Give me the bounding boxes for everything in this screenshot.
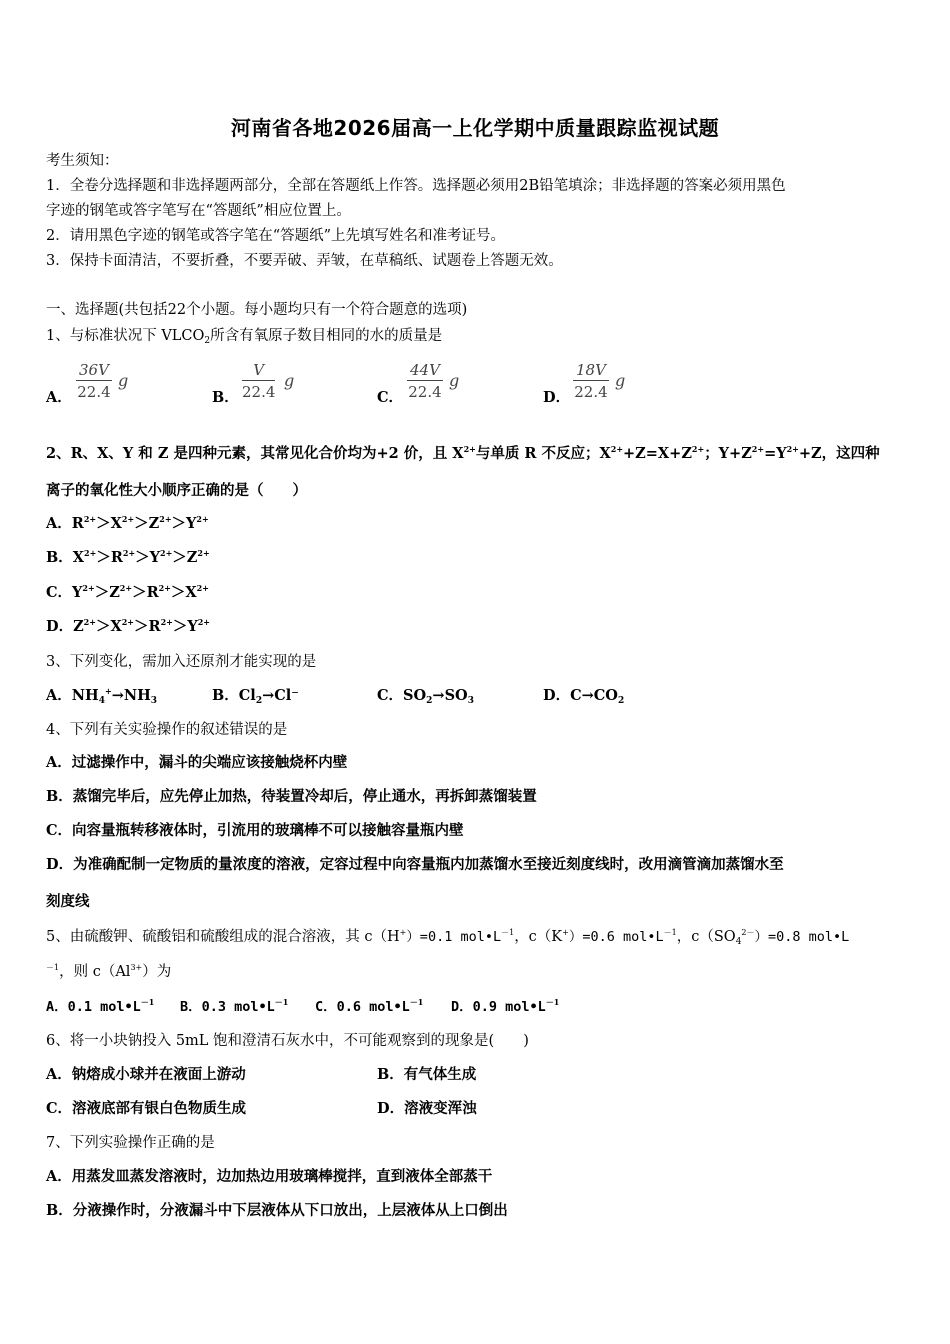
- option-c[interactable]: C．$SO_2\to SO_3$: [377, 687, 474, 706]
- question-1-stem: 1、与标准状况下 $VLCO_2$所含有氧原子数目相同的水的质量是: [46, 328, 443, 346]
- option-b[interactable]: B．分液操作时，分液漏斗中下层液体从下口放出，上层液体从上口倒出: [46, 1202, 508, 1219]
- notice-item-1b: 字迹的钢笔或答字笔写在“答题纸”相应位置上。: [46, 203, 351, 219]
- question-2-stem-line2: 离子的氧化性大小顺序正确的是（ ）: [46, 482, 307, 499]
- option-d[interactable]: D．$C\to CO_2$: [543, 687, 625, 706]
- option-c[interactable]: C．溶液底部有银白色物质生成: [46, 1100, 247, 1117]
- option-a[interactable]: A．$NH_4^+\to NH_3$: [46, 686, 158, 706]
- option-a[interactable]: A．0.1 $mol•L^{-1}$: [46, 997, 155, 1015]
- option-b[interactable]: B．$Cl_2\to Cl^-$: [212, 687, 299, 706]
- question-3-stem: 3、下列变化，需加入还原剂才能实现的是: [46, 654, 317, 670]
- notice-item-3: 3．保持卡面清洁，不要折叠，不要弄破、弄皱，在草稿纸、试题卷上答题无效。: [46, 253, 563, 269]
- option-c[interactable]: C．0.6 $mol•L^{-1}$: [315, 997, 424, 1015]
- section-heading: 一、选择题(共包括22个小题。每小题均只有一个符合题意的选项): [46, 302, 468, 318]
- question-7-stem: 7、下列实验操作正确的是: [46, 1135, 215, 1151]
- question-6-stem: 6、将一小块钠投入 5mL 饱和澄清石灰水中，不可能观察到的现象是( ): [46, 1033, 529, 1049]
- question-2-stem: 2、R、X、Y 和 Z 是四种元素，其常见化合价均为+2 价，且 $X^{2+}$与单质 R 不反应；$X^{2+}+Z=X+Z^{2+}$；$Y+Z^{2+}=Y^{2+}+Z$，这四种: [46, 444, 880, 462]
- notice-item-1a: 1．全卷分选择题和非选择题两部分，全部在答题纸上作答。选择题必须用2B铅笔填涂；非选择题的答案必须用黑色: [46, 178, 786, 194]
- question-5-stem: 5、由硫酸钾、硫酸铝和硫酸组成的混合溶液，其 c（H+）=0.1 $mol•L^{-1}$，c（K+）=0.6 $mol•L^{-1}$，$c(SO_4^{2-})=0.8$ mol•L: [46, 928, 850, 947]
- option-d[interactable]: D．为准确配制一定物质的量浓度的溶液，定容过程中向容量瓶内加蒸馏水至接近刻度线时，改用滴管滴加蒸馏水至: [46, 856, 784, 873]
- option-a[interactable]: A．过滤操作中，漏斗的尖端应该接触烧杯内壁: [46, 754, 348, 771]
- option-d[interactable]: D．$Z^{2+}>X^{2+}>R^{2+}>Y^{2+}$: [46, 617, 210, 635]
- option-c[interactable]: C．向容量瓶转移液体时，引流用的玻璃棒不可以接触容量瓶内壁: [46, 822, 464, 839]
- notice-heading: 考生须知：: [46, 153, 119, 169]
- option-d[interactable]: D．溶液变浑浊: [377, 1100, 477, 1117]
- option-a[interactable]: A．$R^{2+}>X^{2+}>Z^{2+}>Y^{2+}$: [46, 514, 209, 532]
- option-b[interactable]: B．蒸馏完毕后，应先停止加热，待装置冷却后，停止通水，再拆卸蒸馏装置: [46, 788, 537, 805]
- option-d[interactable]: D．0.9 $mol•L^{-1}$: [451, 997, 560, 1015]
- option-b[interactable]: B．0.3 $mol•L^{-1}$: [180, 997, 289, 1015]
- option-d-continued: 刻度线: [46, 893, 90, 910]
- option-b[interactable]: B．有气体生成: [377, 1066, 477, 1083]
- page-title: 河南省各地2026届高一上化学期中质量跟踪监视试题: [230, 116, 720, 140]
- option-a[interactable]: A．钠熔成小球并在液面上游动: [46, 1066, 246, 1083]
- option-a[interactable]: A．用蒸发皿蒸发溶液时，边加热边用玻璃棒搅拌，直到液体全部蒸干: [46, 1168, 493, 1185]
- notice-item-2: 2．请用黑色字迹的钢笔或答字笔在“答题纸”上先填写姓名和准考证号。: [46, 228, 506, 244]
- question-4-stem: 4、下列有关实验操作的叙述错误的是: [46, 722, 288, 738]
- option-c[interactable]: C．$Y^{2+}>Z^{2+}>R^{2+}>X^{2+}$: [46, 583, 209, 601]
- option-b[interactable]: B．$X^{2+}>R^{2+}>Y^{2+}>Z^{2+}$: [46, 548, 210, 566]
- question-1-options: A． $\frac{36V}{22.4}$ g B． $\frac{V}{22.4}$ g C． $\frac{44V}{22.4}$ g D． $\frac{18V}{22.4}$ g: [46, 361, 626, 406]
- question-5-stem-line2: $^{-1}$，则 $c(Al^{3+})$为: [46, 963, 172, 980]
